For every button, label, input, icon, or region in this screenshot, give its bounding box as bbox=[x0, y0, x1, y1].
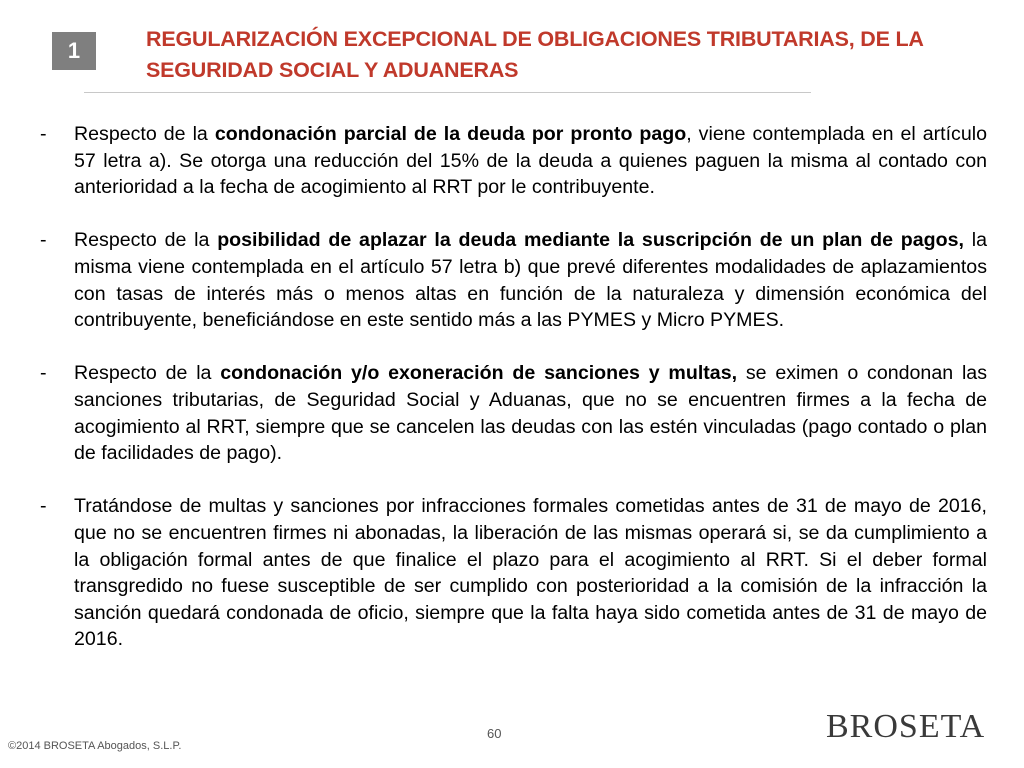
bullet-text-post: , viene contemplada en el artículo 57 letra a). Se otorga una reducción del 15% de la deuda a quienes paguen la misma al contado con anterioridad a la fecha de acogimiento al RRT por le contribuyente. bbox=[74, 123, 987, 199]
bullet-dash: - bbox=[40, 362, 47, 385]
bullet-text bbox=[74, 121, 987, 201]
page-title bbox=[146, 24, 946, 86]
bullet-text-post: la misma viene contemplada en el artículo 57 letra b) que prevé diferentes modalidades de aplazamientos con tasas de interés más o menos altas en función de la naturaleza y dimensión económica del contribuyente, beneficiándose en este sentido más a las PYMES y Micro PYMES. bbox=[74, 229, 987, 332]
bullet-text-pre: Tratándose de multas y sanciones por infracciones formales cometidas antes de 31 de mayo de 2016, que no se encuentren firmes ni abonadas, la liberación de las mismas operará si, se da cumplimiento a la obligación formal antes de que finalice el plazo para el acogimiento al RRT. Si el deber formal transgredido no fuese susceptible de ser cumplido con posterioridad a la comisión de la infracción la sanción quedará condonada de oficio, siempre que la falta haya sido cometida antes de 31 de mayo de 2016. bbox=[74, 495, 987, 651]
bullet-text-pre: Respecto de la bbox=[74, 362, 221, 385]
bullet-text bbox=[74, 227, 987, 333]
bullet-dash: - bbox=[40, 123, 47, 145]
bullet-item-sanciones-multas bbox=[40, 360, 987, 466]
bullet-item-infracciones-formales bbox=[40, 493, 987, 653]
bullet-text bbox=[74, 360, 987, 466]
bullet-dash: - bbox=[40, 229, 47, 252]
bullet-text-pre: Respecto de la bbox=[74, 123, 215, 145]
bullet-text-bold: condonación y/o exoneración de sanciones y multas, bbox=[220, 362, 738, 385]
bullet-text-pre: Respecto de la bbox=[74, 229, 218, 252]
bullet-text-post: se eximen o condonan las sanciones tributarias, de Seguridad Social y Aduanas, que no se encuentren firmes a la fecha de acogimiento al RRT, siempre que se cancelen las deudas con las estén vinculadas (pago contado o plan de facilidades de pago). bbox=[74, 362, 987, 465]
page-number: 60 bbox=[487, 726, 502, 741]
page-title-line-1: REGULARIZACIÓN EXCEPCIONAL DE OBLIGACIONES TRIBUTARIAS, DE LA bbox=[146, 27, 924, 51]
title-divider bbox=[84, 92, 811, 93]
copyright-notice: ©2014 BROSETA Abogados, S.L.P. bbox=[8, 740, 182, 752]
page-title-line-2: SEGURIDAD SOCIAL Y ADUANERAS bbox=[146, 58, 519, 82]
bullet-dash: - bbox=[40, 495, 47, 518]
bullet-item-plan-pagos bbox=[40, 227, 987, 333]
bullet-text-bold: posibilidad de aplazar la deuda mediante la suscripción de un plan de pagos, bbox=[217, 229, 964, 252]
bullet-item-pronto-pago bbox=[40, 121, 987, 201]
bullet-list bbox=[40, 121, 987, 679]
bullet-text-bold: condonación parcial de la deuda por pronto pago bbox=[214, 123, 687, 145]
bullet-text bbox=[74, 493, 987, 653]
section-number-badge: 1 bbox=[52, 32, 96, 70]
broseta-logo: BROSETA bbox=[826, 708, 986, 745]
